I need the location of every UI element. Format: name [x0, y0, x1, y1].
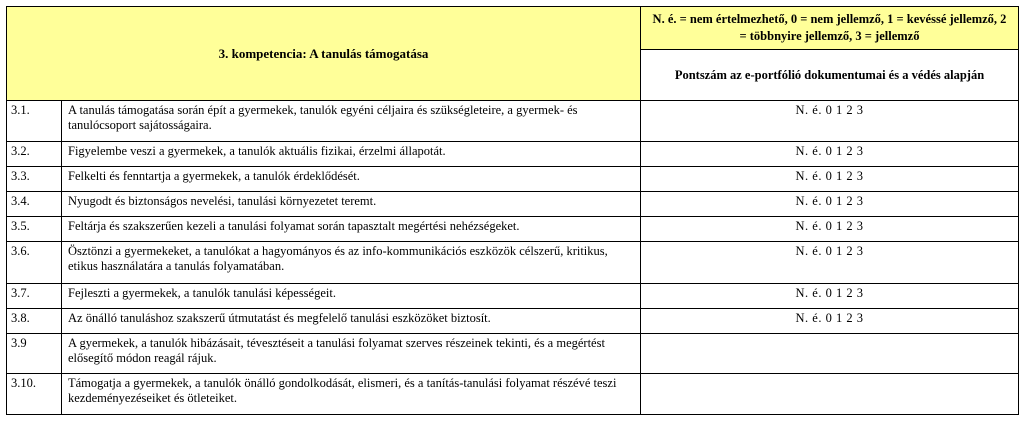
table-row — [7, 334, 1019, 374]
row-text: A tanulás támogatása során épít a gyermekek, tanulók egyéni céljaira és szükségleteire, a gyermek- és tanulócsoport sajátosságaira. — [62, 101, 641, 142]
row-number: 3.5. — [7, 217, 62, 242]
row-text: Az önálló tanuláshoz szakszerű útmutatást és megfelelő tanulási eszközöket biztosít. — [62, 309, 641, 334]
row-text: Támogatja a gyermekek, a tanulók önálló gondolkodását, elismeri, és a tanítás-tanulási folyamat részévé teszi kezdeményezéseiket és ötleteiket. — [62, 374, 641, 415]
row-number: 3.10. — [7, 374, 62, 415]
table-row — [7, 142, 1019, 167]
row-score[interactable]: N. é. 0 1 2 3 — [641, 167, 1019, 192]
competency-title: 3. kompetencia: A tanulás támogatása — [7, 7, 641, 101]
table-row — [7, 284, 1019, 309]
row-number: 3.8. — [7, 309, 62, 334]
row-score[interactable]: N. é. 0 1 2 3 — [641, 101, 1019, 142]
score-heading: Pontszám az e-portfólió dokumentumai és a védés alapján — [641, 50, 1019, 101]
table-row — [7, 309, 1019, 334]
table-row — [7, 242, 1019, 284]
score-legend: N. é. = nem értelmezhető, 0 = nem jellemző, 1 = kevéssé jellemző, 2 = többnyire jellemző, 3 = jellemző — [641, 7, 1019, 50]
table-row — [7, 101, 1019, 142]
row-text: Felkelti és fenntartja a gyermekek, a tanulók érdeklődését. — [62, 167, 641, 192]
row-text: Figyelembe veszi a gyermekek, a tanulók aktuális fizikai, érzelmi állapotát. — [62, 142, 641, 167]
header-row — [7, 7, 1019, 50]
row-number: 3.7. — [7, 284, 62, 309]
row-number: 3.4. — [7, 192, 62, 217]
row-score[interactable]: N. é. 0 1 2 3 — [641, 309, 1019, 334]
row-number: 3.1. — [7, 101, 62, 142]
row-number: 3.6. — [7, 242, 62, 284]
competency-table — [6, 6, 1019, 415]
row-text: Fejleszti a gyermekek, a tanulók tanulási képességeit. — [62, 284, 641, 309]
row-score[interactable] — [641, 334, 1019, 374]
row-score[interactable]: N. é. 0 1 2 3 — [641, 192, 1019, 217]
row-score[interactable]: N. é. 0 1 2 3 — [641, 242, 1019, 284]
table-row — [7, 192, 1019, 217]
row-text: Ösztönzi a gyermekeket, a tanulókat a hagyományos és az info-kommunikációs eszközök célszerű, kritikus, etikus használatára a tanulás folyamatában. — [62, 242, 641, 284]
row-score[interactable] — [641, 374, 1019, 415]
row-text: Feltárja és szakszerűen kezeli a tanulási folyamat során tapasztalt megértési nehézségeket. — [62, 217, 641, 242]
row-text: A gyermekek, a tanulók hibázásait, tévesztéseit a tanulási folyamat szerves részeinek tekinti, és a megértést elősegítő módon reagál rájuk. — [62, 334, 641, 374]
table-row — [7, 217, 1019, 242]
table-row — [7, 167, 1019, 192]
row-number: 3.9 — [7, 334, 62, 374]
row-text: Nyugodt és biztonságos nevelési, tanulási környezetet teremt. — [62, 192, 641, 217]
row-score[interactable]: N. é. 0 1 2 3 — [641, 284, 1019, 309]
row-number: 3.3. — [7, 167, 62, 192]
competency-table-wrapper — [6, 6, 1018, 415]
table-row — [7, 374, 1019, 415]
row-number: 3.2. — [7, 142, 62, 167]
row-score[interactable]: N. é. 0 1 2 3 — [641, 217, 1019, 242]
row-score[interactable]: N. é. 0 1 2 3 — [641, 142, 1019, 167]
